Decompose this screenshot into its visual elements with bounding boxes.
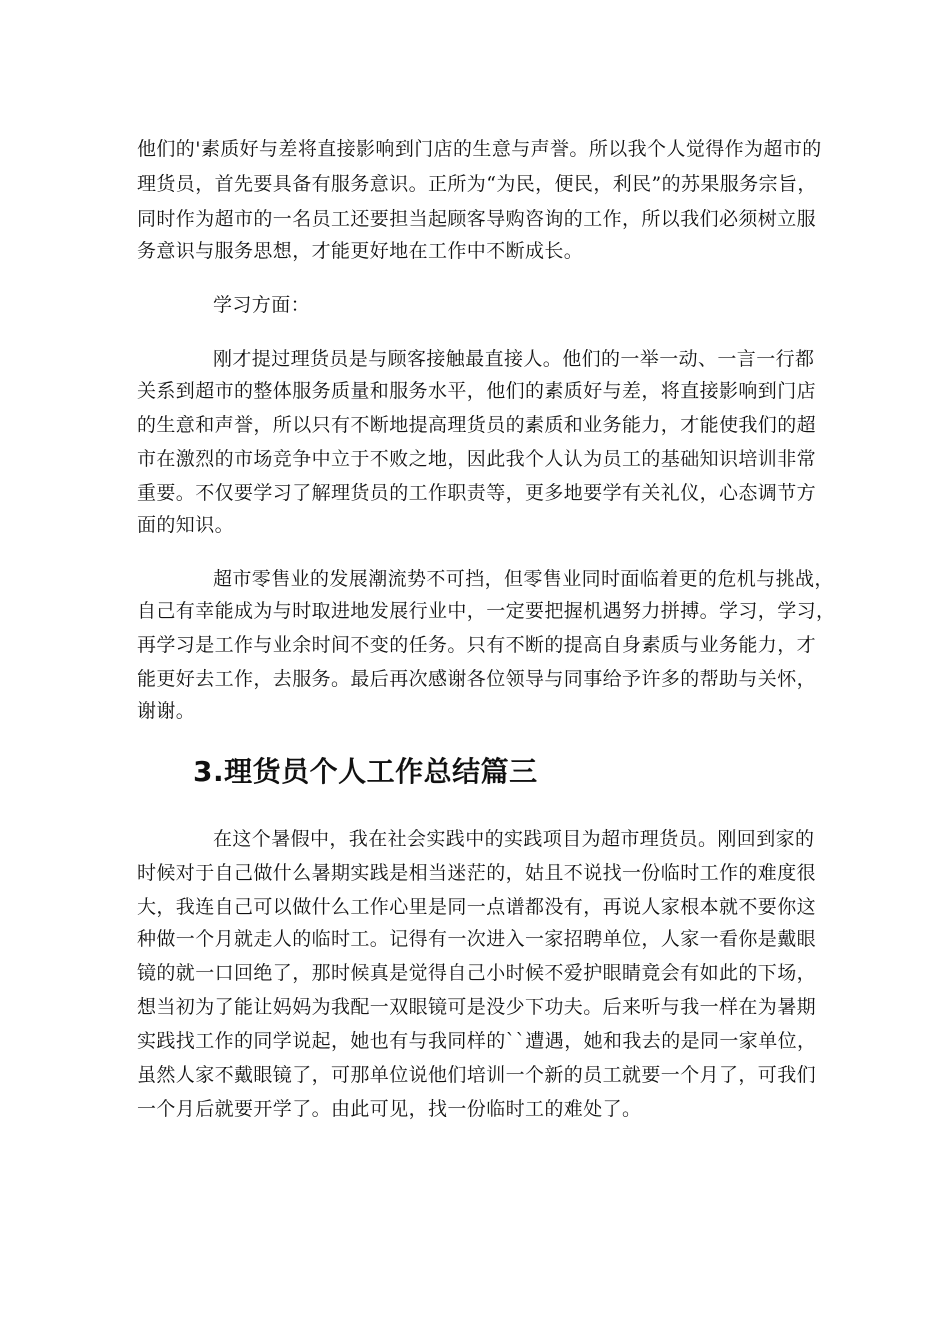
text-line: 市在激烈的市场竞争中立于不败之地，因此我个人认为员工的基础知识培训非常 (137, 448, 817, 470)
text-line: 在这个暑假中，我在社会实践中的实践项目为超市理货员。刚回到家的 (213, 828, 815, 850)
text-line: 虽然人家不戴眼镜了，可那单位说他们培训一个新的员工就要一个月了，可我们 (137, 1064, 817, 1086)
section-heading: 3.理货员个人工作总结篇三 (193, 755, 538, 788)
text-line: 大，我连自己可以做什么工作心里是同一点谱都没有，再说人家根本就不要你这 (137, 896, 817, 918)
text-line: 理货员，首先要具备有服务意识。正所为“为民，便民，利民”的苏果服务宗旨， (137, 173, 817, 195)
text-line: 再学习是工作与业余时间不变的任务。只有不断的提高自身素质与业务能力，才 (137, 634, 817, 656)
text-line: 能更好去工作，去服务。最后再次感谢各位领导与同事给予许多的帮助与关怀， (137, 668, 817, 690)
text-line: 镜的就一口回绝了，那时候真是觉得自己小时候不爱护眼睛竟会有如此的下场， (137, 962, 817, 984)
text-line: 同时作为超市的一名员工还要担当起顾客导购咨询的工作，所以我们必须树立服 (137, 208, 817, 230)
text-line: 务意识与服务思想，才能更好地在工作中不断成长。 (137, 240, 584, 262)
text-line: 谢谢。 (137, 700, 196, 722)
text-line: 实践找工作的同学说起，她也有与我同样的``遭遇，她和我去的是同一家单位， (137, 1030, 817, 1052)
text-line: 的生意和声誉，所以只有不断地提高理货员的素质和业务能力，才能使我们的超 (137, 414, 817, 436)
text-line: 学习方面： (213, 294, 311, 316)
text-line: 种做一个月就走人的临时工。记得有一次进入一家招聘单位，人家一看你是戴眼 (137, 928, 817, 950)
text-line: 关系到超市的整体服务质量和服务水平，他们的素质好与差，将直接影响到门店 (137, 380, 817, 402)
text-line: 想当初为了能让妈妈为我配一双眼镜可是没少下功夫。后来听与我一样在为暑期 (137, 996, 817, 1018)
text-line: 刚才提过理货员是与顾客接触最直接人。他们的一举一动、一言一行都 (213, 348, 815, 370)
text-line: 时候对于自己做什么暑期实践是相当迷茫的，姑且不说找一份临时工作的难度很 (137, 862, 817, 884)
text-line: 超市零售业的发展潮流势不可挡，但零售业同时面临着更的危机与挑战， (213, 568, 834, 590)
text-line: 他们的'素质好与差将直接影响到门店的生意与声誉。所以我个人觉得作为超市的 (137, 138, 822, 160)
text-line: 自己有幸能成为与时取进地发展行业中，一定要把握机遇努力拼搏。学习，学习， (137, 600, 836, 622)
text-line: 重要。不仅要学习了解理货员的工作职责等，更多地要学有关礼仪，心态调节方 (137, 482, 817, 504)
text-line: 一个月后就要开学了。由此可见，找一份临时工的难处了。 (137, 1098, 642, 1120)
text-line: 面的知识。 (137, 514, 235, 536)
